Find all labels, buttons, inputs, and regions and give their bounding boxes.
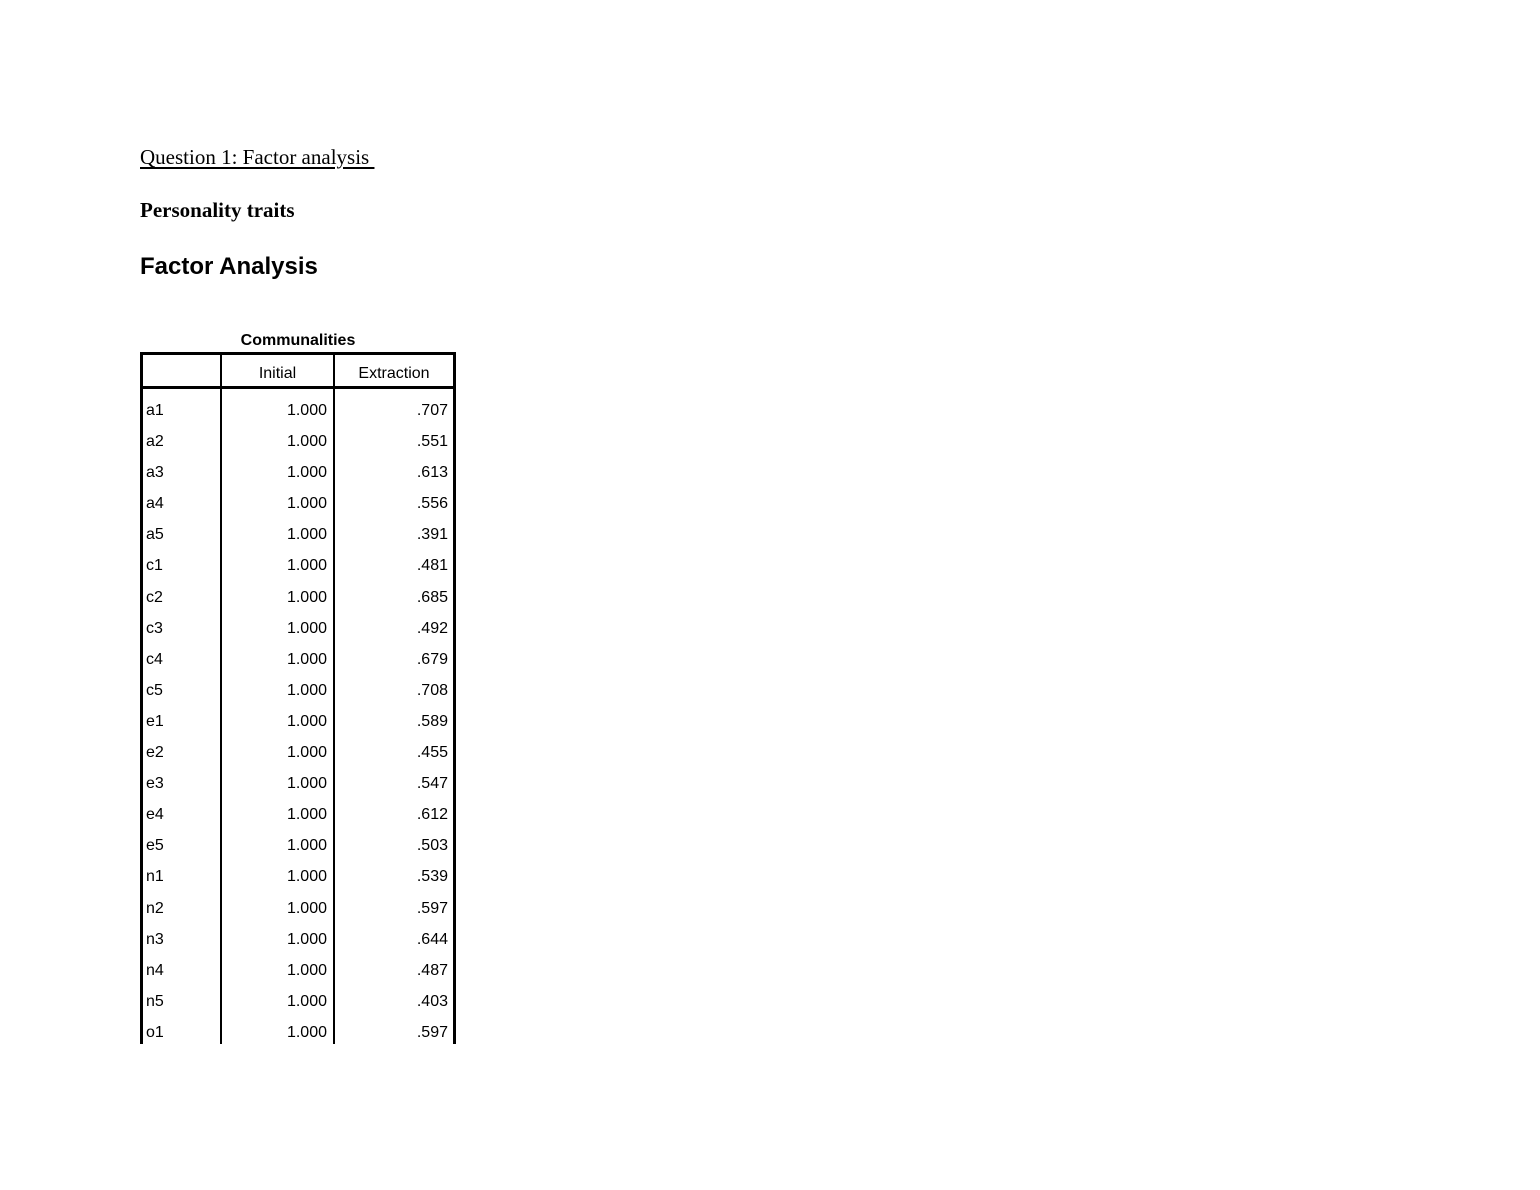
row-label: e3 xyxy=(146,775,164,793)
row-label: a1 xyxy=(146,402,164,419)
row-label: n1 xyxy=(146,868,164,886)
cell-initial: 1.000 xyxy=(286,557,327,575)
table-row xyxy=(140,924,456,955)
table-row xyxy=(140,675,456,706)
cell-initial: 1.000 xyxy=(286,526,327,544)
row-label: n3 xyxy=(146,930,164,948)
cell-extraction: .455 xyxy=(416,744,448,762)
table-row xyxy=(140,1017,456,1044)
row-label: c1 xyxy=(146,557,163,575)
cell-extraction: .492 xyxy=(416,619,448,637)
cell-extraction: .644 xyxy=(416,930,448,948)
row-label: n5 xyxy=(146,992,164,1010)
row-label: e4 xyxy=(146,806,164,824)
cell-initial: 1.000 xyxy=(286,837,327,855)
cell-extraction: .503 xyxy=(416,837,448,855)
question-heading: Question 1: Factor analysis xyxy=(140,145,375,169)
cell-extraction: .708 xyxy=(416,681,448,699)
cell-initial: 1.000 xyxy=(286,868,327,886)
cell-extraction: .707 xyxy=(416,402,448,419)
cell-extraction: .539 xyxy=(416,868,448,886)
cell-extraction: .391 xyxy=(416,526,448,544)
cell-initial: 1.000 xyxy=(286,495,327,513)
communalities-table xyxy=(140,328,456,1044)
cell-initial: 1.000 xyxy=(286,433,327,451)
cell-initial: 1.000 xyxy=(286,992,327,1010)
cell-extraction: .685 xyxy=(416,588,448,606)
table-caption: Communalities xyxy=(240,332,356,349)
row-label: a4 xyxy=(146,495,164,513)
cell-extraction: .679 xyxy=(416,650,448,668)
table-row xyxy=(140,395,456,426)
row-label: c4 xyxy=(146,650,163,668)
table-row xyxy=(140,519,456,550)
table-row xyxy=(140,861,456,892)
cell-initial: 1.000 xyxy=(286,806,327,824)
section-heading: Personality traits xyxy=(140,198,295,222)
cell-initial: 1.000 xyxy=(286,464,327,482)
cell-extraction: .613 xyxy=(416,464,448,482)
row-label: c2 xyxy=(146,588,163,606)
row-label: a3 xyxy=(146,464,164,482)
cell-initial: 1.000 xyxy=(286,650,327,668)
table-row xyxy=(140,644,456,675)
cell-initial: 1.000 xyxy=(286,775,327,793)
column-header-initial: Initial xyxy=(258,365,297,382)
cell-initial: 1.000 xyxy=(286,619,327,637)
table-row xyxy=(140,737,456,768)
cell-initial: 1.000 xyxy=(286,744,327,762)
row-label: n2 xyxy=(146,899,164,917)
table-row xyxy=(140,613,456,644)
cell-extraction: .481 xyxy=(416,557,448,575)
table-header-row xyxy=(140,355,456,386)
table-body xyxy=(140,389,456,1044)
table-row xyxy=(140,457,456,488)
cell-extraction: .556 xyxy=(416,495,448,513)
table-row xyxy=(140,986,456,1017)
cell-initial: 1.000 xyxy=(286,930,327,948)
cell-extraction: .487 xyxy=(416,961,448,979)
table-row xyxy=(140,550,456,581)
table-row xyxy=(140,706,456,737)
table-row xyxy=(140,582,456,613)
row-label: a2 xyxy=(146,433,164,451)
cell-initial: 1.000 xyxy=(286,712,327,730)
cell-initial: 1.000 xyxy=(286,899,327,917)
cell-initial: 1.000 xyxy=(286,961,327,979)
row-label: e1 xyxy=(146,712,164,730)
cell-initial: 1.000 xyxy=(286,402,327,419)
column-header-extraction: Extraction xyxy=(358,365,430,382)
table-row xyxy=(140,830,456,861)
row-label: o1 xyxy=(146,1023,164,1041)
row-label: e5 xyxy=(146,837,164,855)
cell-initial: 1.000 xyxy=(286,681,327,699)
row-label: a5 xyxy=(146,526,164,544)
cell-extraction: .597 xyxy=(416,1023,448,1041)
table-row xyxy=(140,955,456,986)
row-label: e2 xyxy=(146,744,164,762)
cell-initial: 1.000 xyxy=(286,1023,327,1041)
table-row xyxy=(140,488,456,519)
row-label: n4 xyxy=(146,961,164,979)
cell-extraction: .403 xyxy=(416,992,448,1010)
cell-extraction: .597 xyxy=(416,899,448,917)
table-row xyxy=(140,768,456,799)
output-title: Factor Analysis xyxy=(140,253,318,280)
table-row xyxy=(140,799,456,830)
row-label: c5 xyxy=(146,681,163,699)
cell-extraction: .547 xyxy=(416,775,448,793)
table-row xyxy=(140,426,456,457)
row-label: c3 xyxy=(146,619,163,637)
cell-extraction: .589 xyxy=(416,712,448,730)
table-row xyxy=(140,893,456,924)
cell-extraction: .551 xyxy=(416,433,448,451)
cell-initial: 1.000 xyxy=(286,588,327,606)
cell-extraction: .612 xyxy=(416,806,448,824)
table-grid xyxy=(140,352,456,1044)
